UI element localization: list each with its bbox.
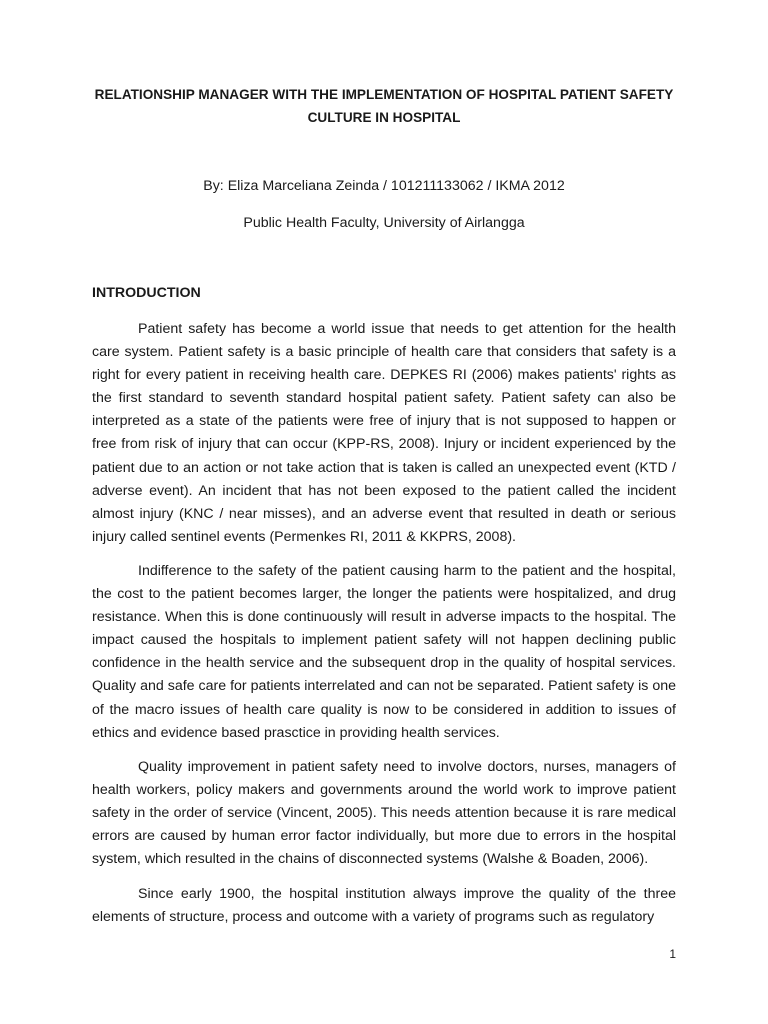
- section-heading-introduction: INTRODUCTION: [92, 285, 201, 301]
- author-affiliation: Public Health Faculty, University of Airlangga: [243, 215, 525, 231]
- body-paragraph: Since early 1900, the hospital institution always improve the quality of the three elements of structure, process and outcome with a variety of programs such as regulatory: [92, 886, 676, 926]
- body-paragraph: Quality improvement in patient safety need to involve doctors, nurses, managers of health workers, policy makers and governments around the world work to improve patient safety in the order of service (Vincent, 2005). This needs attention because it is rare medical errors are caused by human error factor individually, but more due to errors in the hospital system, which resulted in the chains of disconnected systems (Walshe & Boaden, 2006).: [92, 759, 676, 868]
- document-title: RELATIONSHIP MANAGER WITH THE IMPLEMENTATION OF HOSPITAL PATIENT SAFETY CULTURE IN HOSPITAL: [94, 87, 674, 125]
- body-paragraph: Patient safety has become a world issue that needs to get attention for the health care system. Patient safety is a basic principle of health care that considers that safety is a right for every patient in receiving health care. DEPKES RI (2006) makes patients' rights as the first standard to seventh standard hospital patient safety. Patient safety can also be interpreted as a state of the patients were free of injury that is not supposed to happen or free from risk of injury that can occur (KPP-RS, 2008). Injury or incident experienced by the patient due to an action or not take action that is taken is called an unexpected event (KTD / adverse event). An incident that has not been exposed to the patient called the incident almost injury (KNC / near misses), and an adverse event that resulted in death or serious injury called sentinel events (Permenkes RI, 2011 & KKPRS, 2008).: [92, 321, 676, 545]
- page-number: 1: [669, 947, 676, 961]
- author-byline: By: Eliza Marceliana Zeinda / 101211133062 / IKMA 2012: [203, 178, 565, 194]
- body-paragraph: Indifference to the safety of the patient causing harm to the patient and the hospital, the cost to the patient becomes larger, the longer the patients were hospitalized, and drug resistance. When this is done continuously will result in adverse impacts to the hospital. The impact caused the hospitals to implement patient safety will not happen declining public confidence in the health service and the subsequent drop in the quality of hospital services. Quality and safe care for patients interrelated and can not be separated. Patient safety is one of the macro issues of health care quality is now to be considered in addition to issues of ethics and evidence based prasctice in providing health services.: [92, 563, 676, 741]
